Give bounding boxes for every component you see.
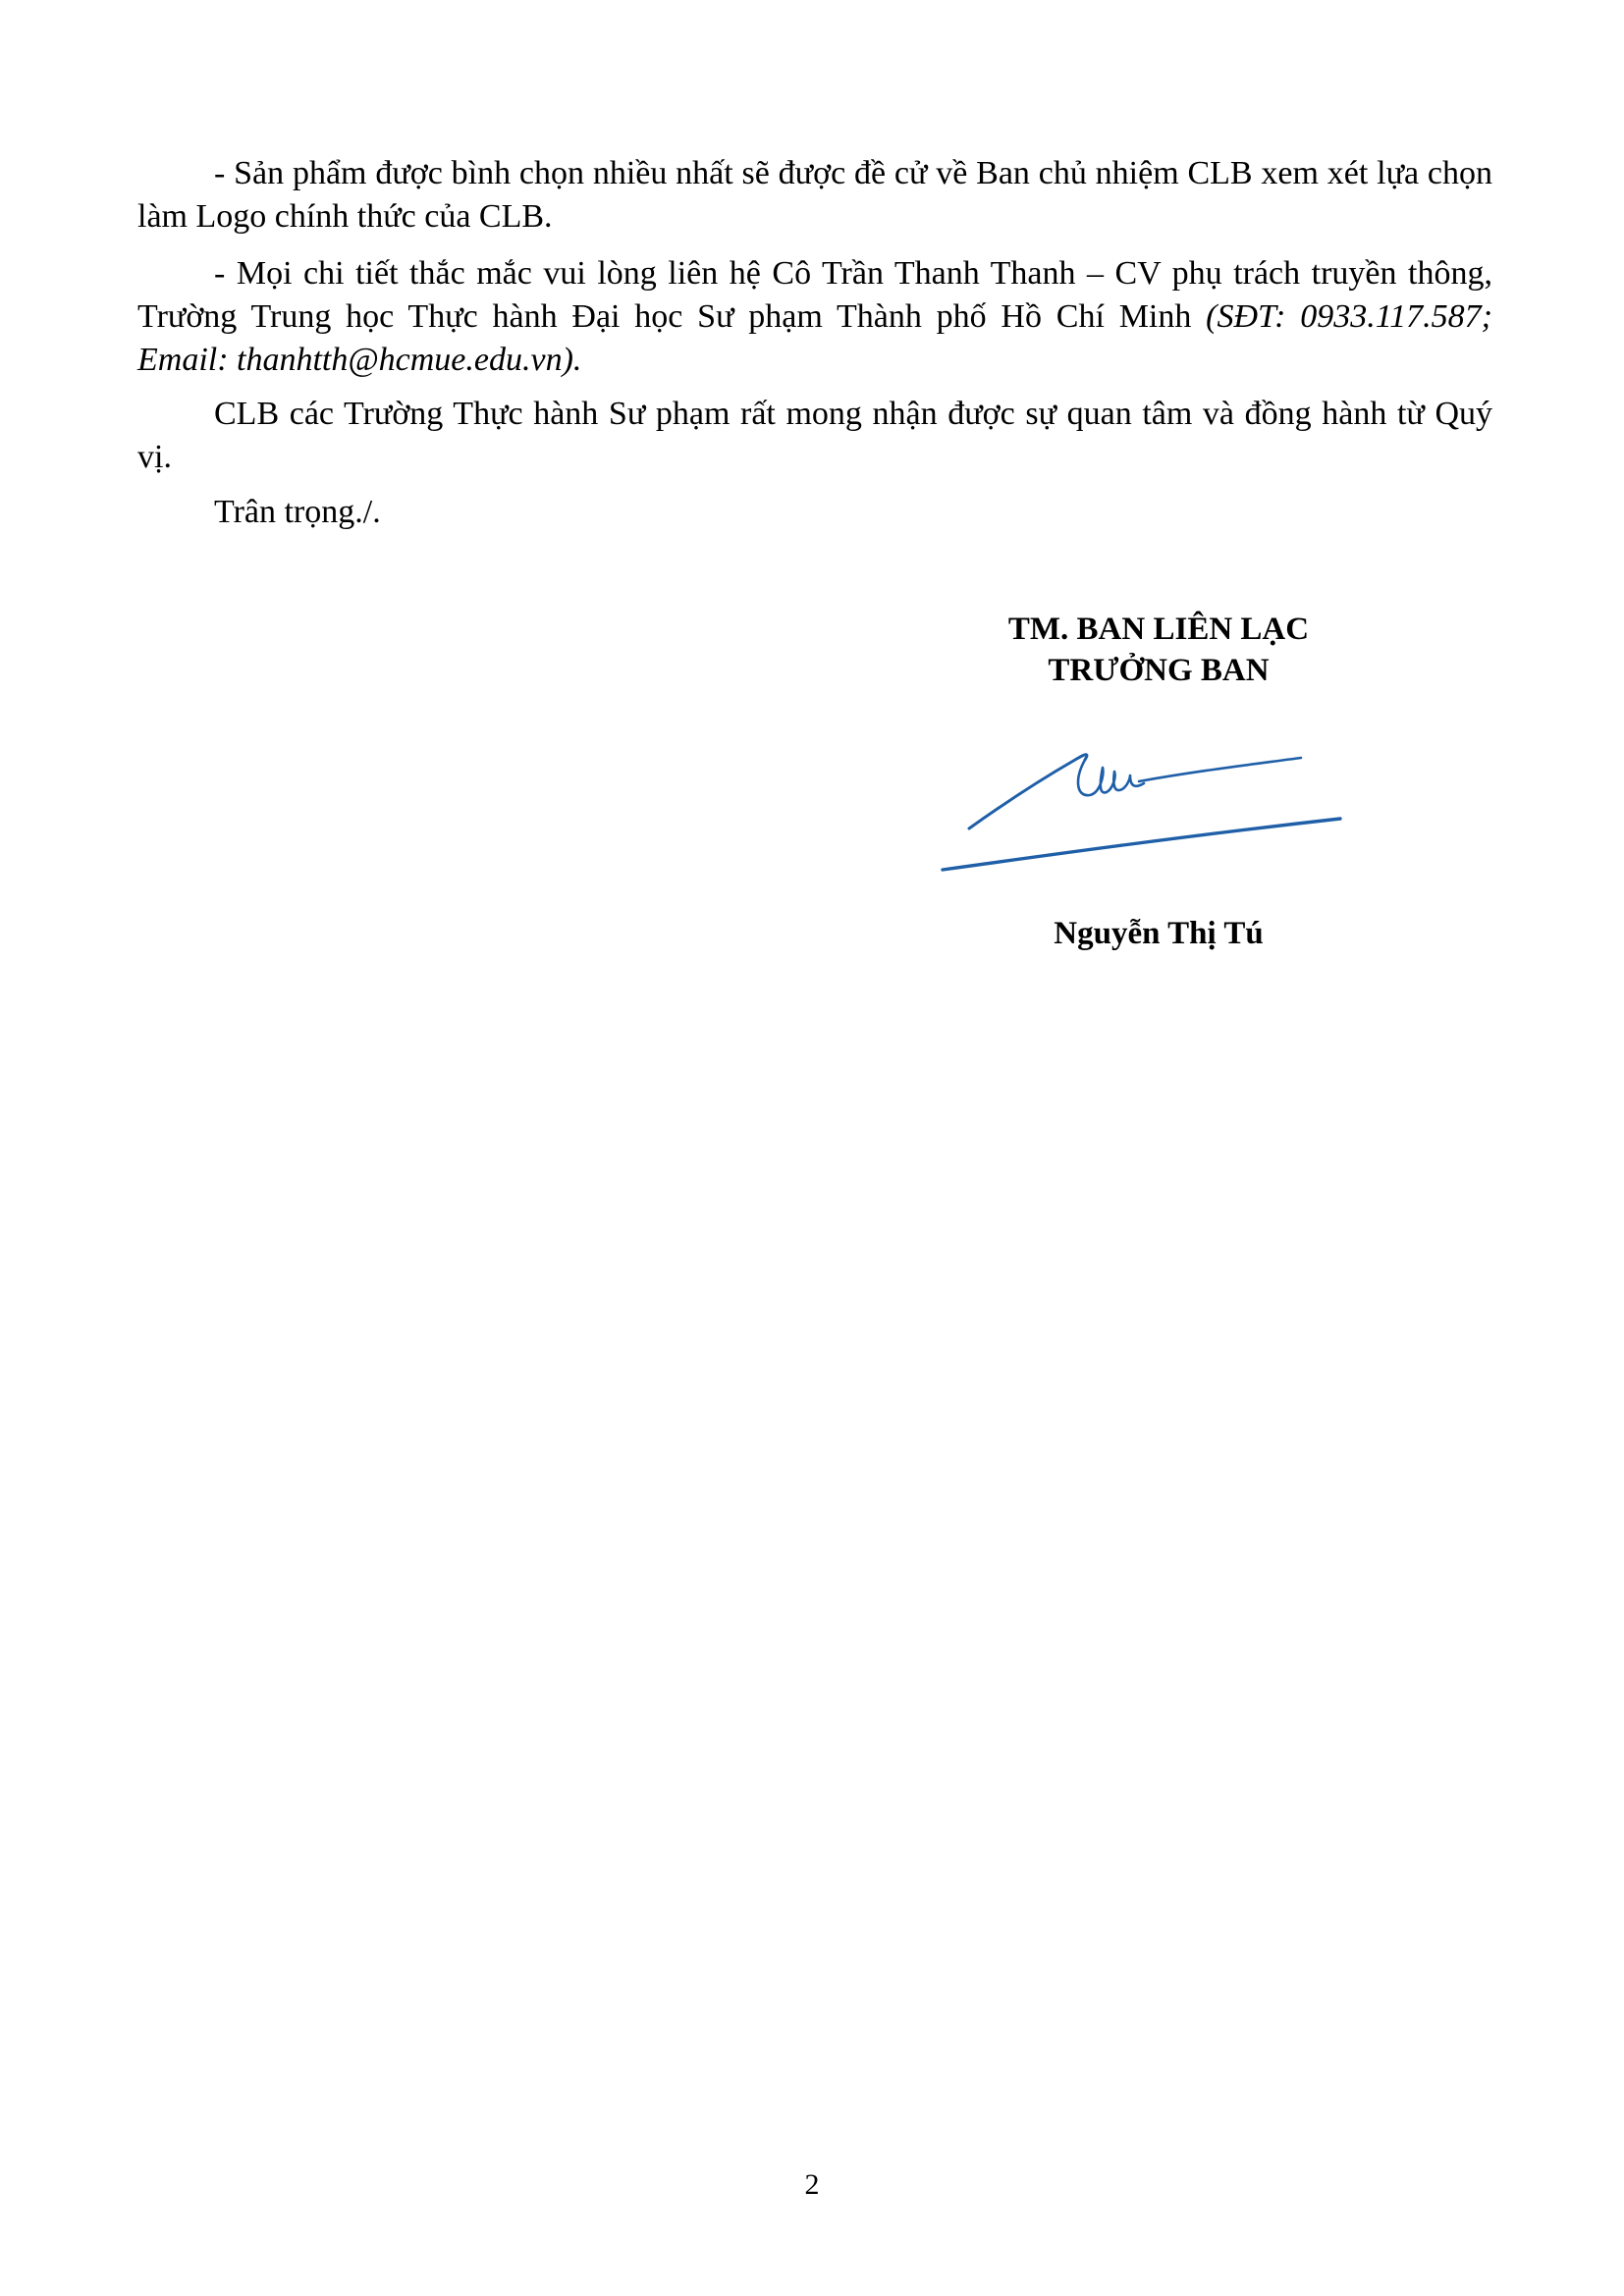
paragraph-voting-result: [137, 152, 1492, 239]
paragraph-text: - Sản phẩm được bình chọn nhiều nhất sẽ được đề cử về Ban chủ nhiệm CLB xem xét lựa chọn làm Logo chính thức của CLB.: [137, 155, 1492, 235]
paragraph-closing: [137, 393, 1492, 479]
signature-stroke-upswing: [969, 755, 1087, 828]
paragraph-text: CLB các Trường Thực hành Sư phạm rất mong nhận được sự quan tâm và đồng hành từ Quý vị.: [137, 396, 1492, 475]
signature-stroke-underline: [943, 819, 1340, 870]
signature-title-block: [884, 609, 1434, 691]
page-number: 2: [804, 2168, 820, 2201]
signature-stroke-tail: [1139, 758, 1301, 781]
signer-name: Nguyễn Thị Tú: [1054, 916, 1264, 951]
handwritten-signature: [938, 738, 1350, 876]
position-line: TRƯỞNG BAN: [1048, 653, 1270, 688]
paragraph-contact: [137, 252, 1492, 382]
contact-details: (SĐT: 0933.117.587; Email: thanhtth@hcmue.edu.vn).: [137, 298, 1492, 378]
paragraph-regards: [137, 491, 1492, 534]
on-behalf-line: TM. BAN LIÊN LẠC: [1007, 612, 1310, 647]
paragraph-text: - Mọi chi tiết thắc mắc vui lòng liên hệ Cô Trần Thanh Thanh – CV phụ trách truyền thông, Trường Trung học Thực hành Đại học Sư phạm Thành phố Hồ Chí Minh: [137, 255, 1492, 335]
signature-stroke-letters: [1078, 760, 1144, 795]
paragraph-text: Trân trọng./.: [214, 494, 381, 530]
